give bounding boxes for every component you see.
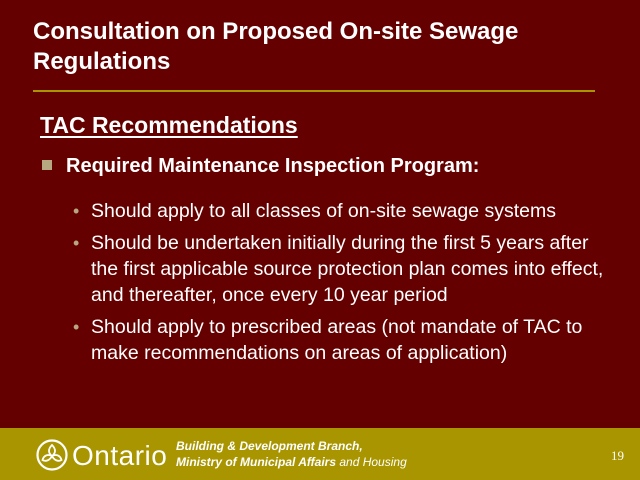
branch-name: Building & Development Branch, — [176, 439, 363, 453]
ministry-name — [176, 455, 407, 470]
square-bullet-icon — [42, 160, 52, 170]
page-number: 19 — [611, 448, 624, 463]
trillium-icon — [36, 439, 68, 471]
ontario-wordmark: Ontario — [72, 440, 168, 471]
sub-bullet-item — [73, 230, 618, 308]
slide-title: Consultation on Proposed On-site Sewage Regulations — [33, 18, 519, 75]
dot-bullet-icon: • — [73, 201, 80, 221]
dot-bullet-icon: • — [73, 317, 80, 337]
sub-bullet-item — [73, 198, 618, 224]
sub-bullet-text: Should apply to all classes of on-site sewage systems — [91, 200, 556, 222]
section-heading: TAC Recommendations — [40, 112, 298, 138]
main-bullet-item — [42, 153, 622, 179]
ministry-name-bold: Ministry of Municipal Affairs — [176, 455, 337, 469]
main-bullet-text: Required Maintenance Inspection Program: — [66, 155, 480, 177]
footer-band — [0, 428, 640, 480]
sub-bullet-item — [73, 314, 618, 366]
title-divider — [33, 90, 595, 92]
ministry-name-rest: and Housing — [336, 455, 407, 469]
sub-bullet-text: Should be undertaken initially during the first 5 years after the first applicable source protection plan comes into effect, and thereafter, once every 10 year period — [91, 232, 604, 306]
dot-bullet-icon: • — [73, 233, 80, 253]
sub-bullet-list — [73, 198, 618, 372]
sub-bullet-text: Should apply to prescribed areas (not mandate of TAC to make recommendations on areas of application) — [91, 316, 583, 364]
